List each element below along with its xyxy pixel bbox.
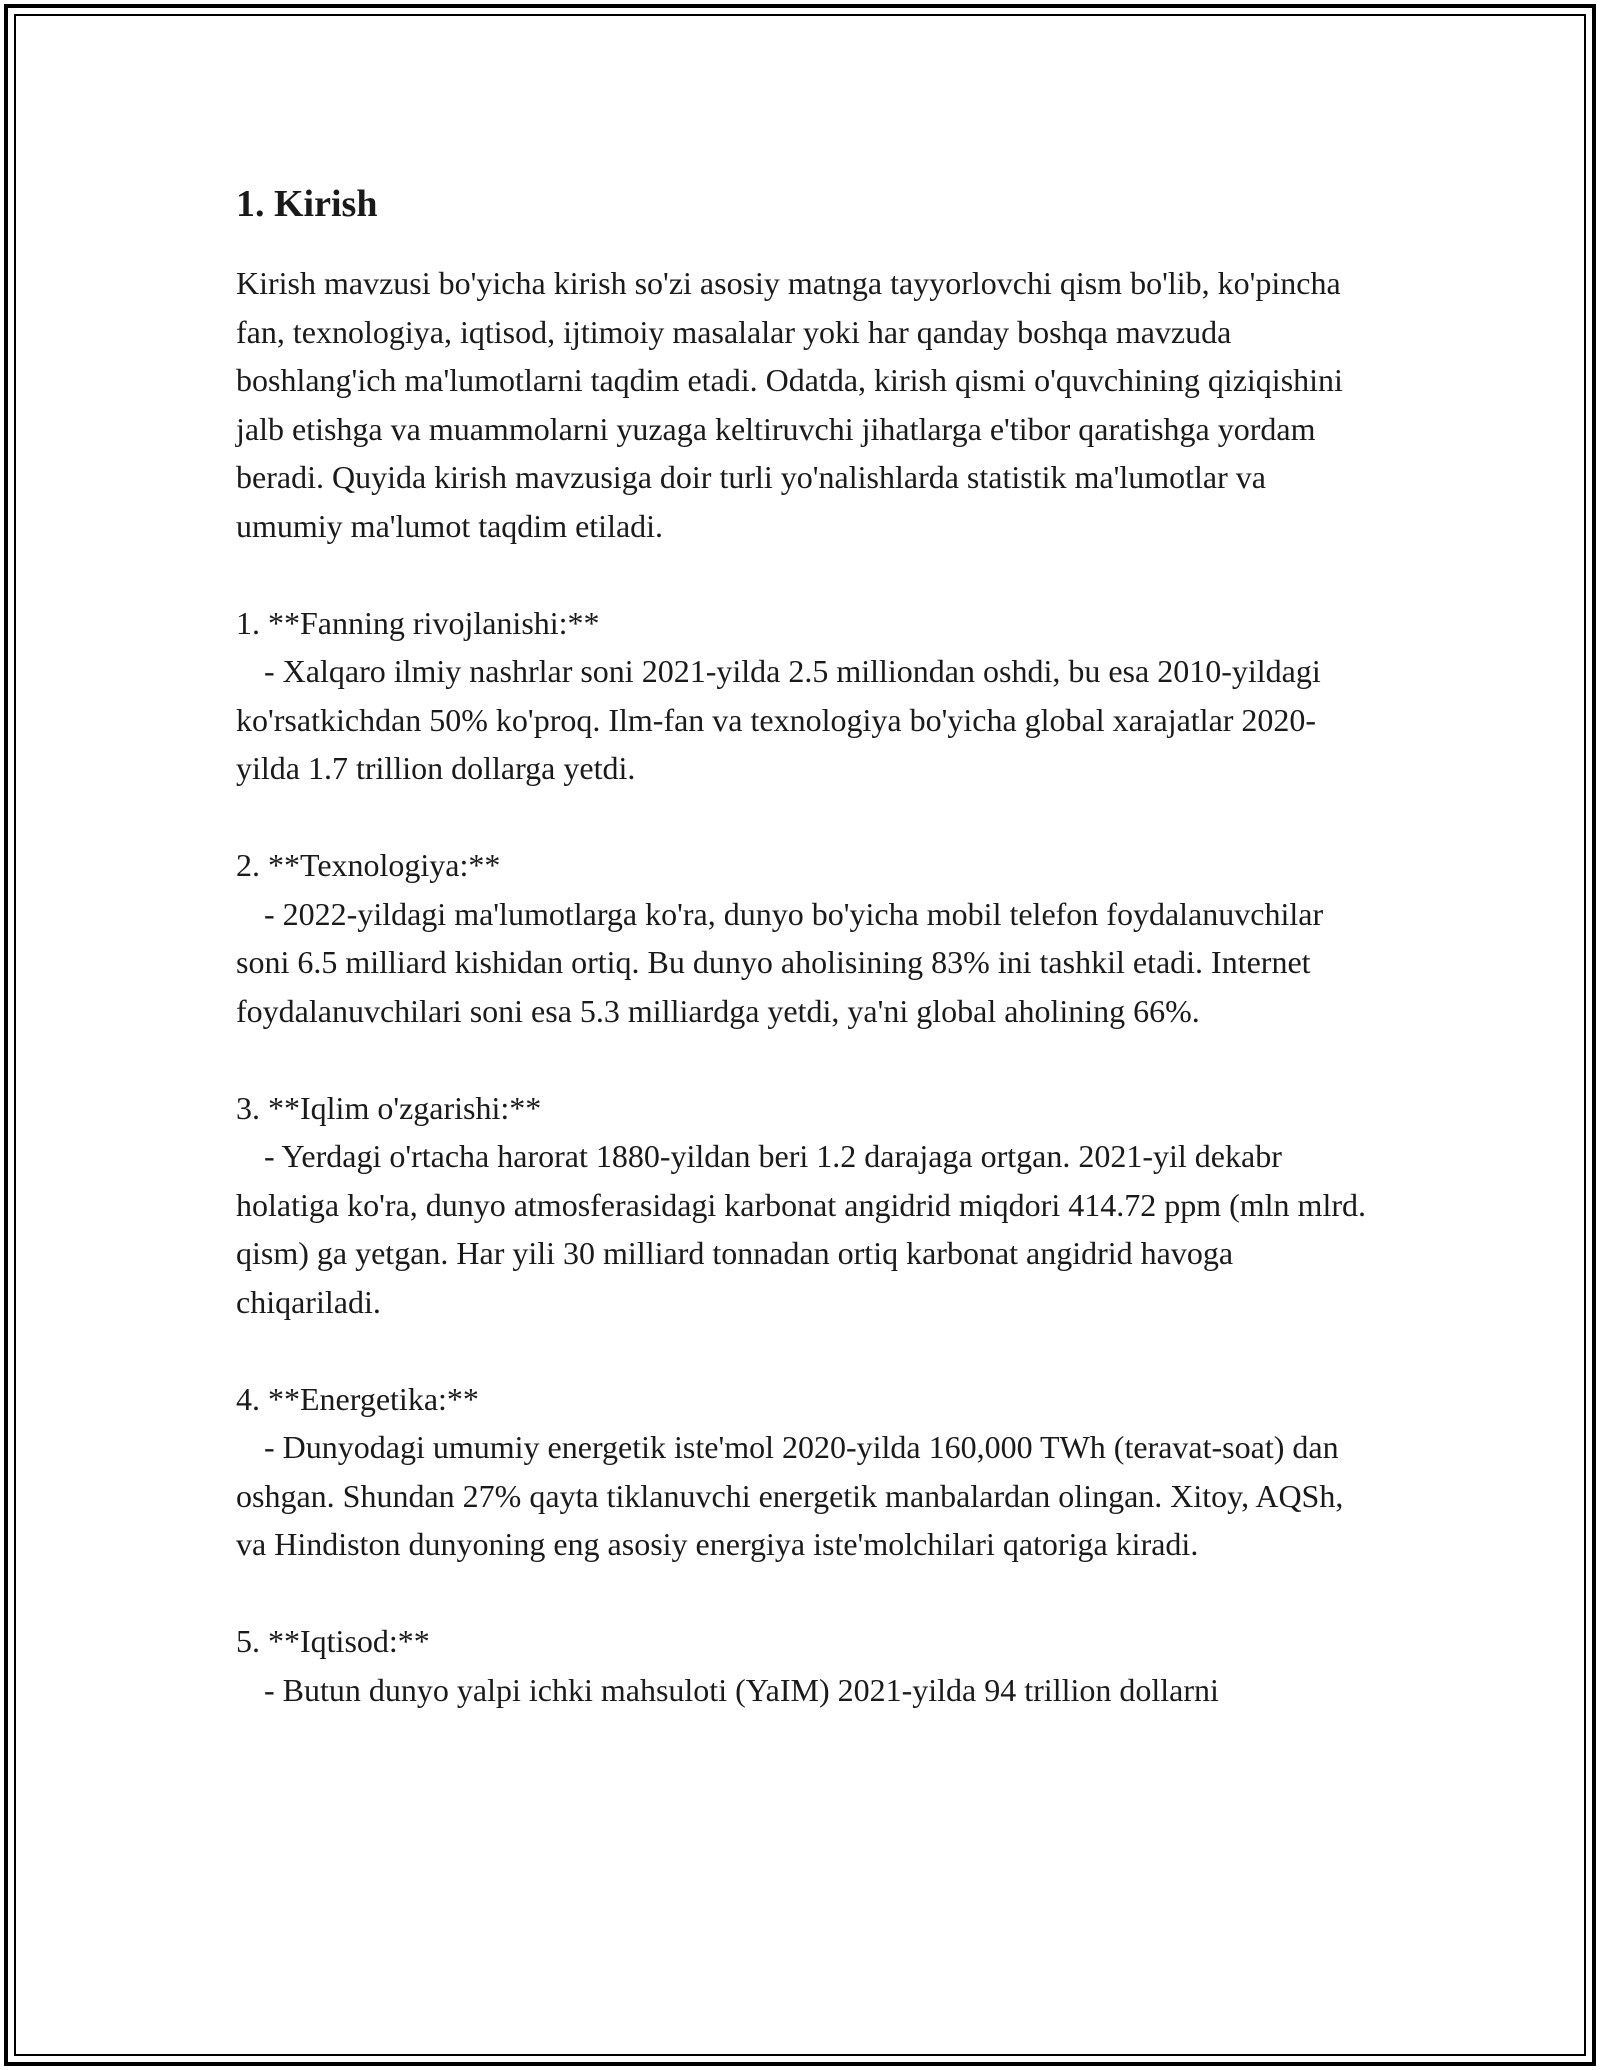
list-item-climate xyxy=(236,1084,1366,1327)
list-item-title: 1. **Fanning rivojlanishi:** xyxy=(236,604,600,641)
list-item-body: - Dunyodagi umumiy energetik iste'mol 2020-yilda 160,000 TWh (teravat-soat) dan oshgan. Shundan 27% qayta tiklanuvchi energetik manbalardan olingan. Xitoy, AQSh, va Hindiston dunyoning eng asosiy energiya iste'molchilari qatoriga kiradi. xyxy=(236,1429,1344,1563)
list-item-body: - Xalqaro ilmiy nashrlar soni 2021-yilda 2.5 milliondan oshdi, bu esa 2010-yildagi ko'rsatkichdan 50% ko'proq. Ilm-fan va texnologiya bo'yicha global xarajatlar 2020-yilda 1.7 trillion dollarga yetdi. xyxy=(236,653,1321,787)
list-item-title: 4. **Energetika:** xyxy=(236,1380,479,1417)
document-body xyxy=(236,180,1366,1714)
intro-paragraph: Kirish mavzusi bo'yicha kirish so'zi asosiy matnga tayyorlovchi qism bo'lib, ko'pincha fan, texnologiya, iqtisod, ijtimoiy masalalar yoki har qanday boshqa mavzuda boshlang'ich ma'lumotlarni taqdim etadi. Odatda, kirish qismi o'quvchining qiziqishini jalb etishga va muammolarni yuzaga keltiruvchi jihatlarga e'tibor qaratishga yordam beradi. Quyida kirish mavzusiga doir turli yo'nalishlarda statistik ma'lumotlar va umumiy ma'lumot taqdim etiladi. xyxy=(236,265,1343,544)
list-item-economy xyxy=(236,1617,1366,1714)
section-heading: 1. Kirish xyxy=(236,183,378,225)
list-item-body: - 2022-yildagi ma'lumotlarga ko'ra, dunyo bo'yicha mobil telefon foydalanuvchilar soni 6.5 milliard kishidan ortiq. Bu dunyo aholisining 83% ini tashkil etadi. Internet foydalanuvchilari soni esa 5.3 milliardga yetdi, ya'ni global aholining 66%. xyxy=(236,895,1324,1029)
list-item-science xyxy=(236,599,1366,793)
list-item-technology xyxy=(236,841,1366,1035)
list-item-body: - Yerdagi o'rtacha harorat 1880-yildan beri 1.2 darajaga ortgan. 2021-yil dekabr holatiga ko'ra, dunyo atmosferasidagi karbonat angidrid miqdori 414.72 ppm (mln mlrd. qism) ga yetgan. Har yili 30 milliard tonnadan ortiq karbonat angidrid havoga chiqariladi. xyxy=(236,1138,1366,1320)
list-item-energy xyxy=(236,1375,1366,1569)
list-item-title: 2. **Texnologiya:** xyxy=(236,847,501,884)
list-item-title: 3. **Iqlim o'zgarishi:** xyxy=(236,1089,542,1126)
list-item-title: 5. **Iqtisod:** xyxy=(236,1623,430,1660)
list-item-body: - Butun dunyo yalpi ichki mahsuloti (YaIM) 2021-yilda 94 trillion dollarni xyxy=(264,1671,1219,1708)
